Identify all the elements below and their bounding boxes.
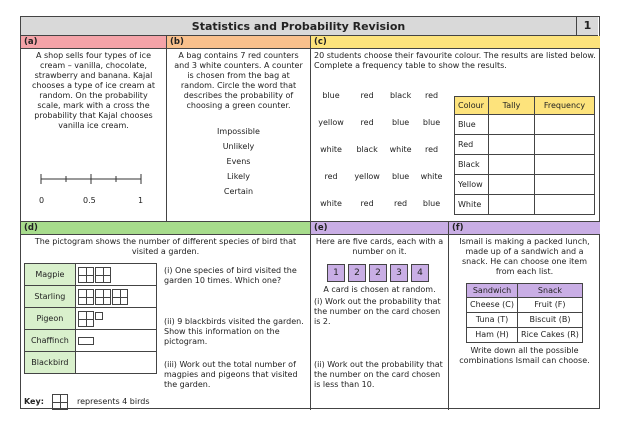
number-cards (311, 264, 448, 282)
frequency-cell[interactable] (535, 195, 595, 215)
bird-symbol-icon (78, 267, 94, 283)
result-cell: white (320, 144, 342, 154)
header-snack: Snack (518, 284, 583, 298)
worksheet (20, 16, 600, 409)
probability-scale[interactable] (35, 171, 157, 187)
header-tally: Tally (489, 97, 535, 115)
pictogram-row (75, 330, 156, 352)
lunch-menu (466, 283, 583, 343)
frequency-cell[interactable] (535, 135, 595, 155)
key-symbol-icon (52, 394, 68, 410)
frequency-cell[interactable] (535, 115, 595, 135)
page-title: Statistics and Probability Revision (191, 20, 406, 33)
panel-e-question-2: (ii) Work out the probability that the number on the card chosen is less than 10. (314, 360, 443, 389)
panel-a-text: A shop sells four types of ice cream – vanilla, chocolate, strawberry and banana. Kajal chooses a type of ice cream at random. On the probability scale, mark with a cross the probability that Kajal chooses vanilla ice cream. (32, 51, 155, 130)
colour-red: Red (455, 135, 489, 155)
scale-label-1: 1 (138, 196, 144, 205)
word-unlikely[interactable]: Unlikely (222, 142, 255, 151)
colour-white: White (455, 195, 489, 215)
panel-d-header: (d) (21, 222, 310, 235)
bird-blackbird: Blackbird (25, 352, 76, 374)
frequency-table (454, 96, 595, 215)
probability-words (167, 124, 310, 199)
bird-symbol-icon (112, 289, 128, 305)
panel-d-question-2: (ii) 9 blackbirds visited the garden. Show this information on the pictogram. (164, 317, 304, 346)
half-symbol-icon (78, 337, 94, 345)
result-cell: white (389, 144, 412, 154)
header-frequency: Frequency (535, 97, 595, 115)
result-cell: blue (422, 117, 441, 127)
word-likely[interactable]: Likely (227, 172, 250, 181)
panel-f-header: (f) (449, 222, 600, 235)
pictogram-row (75, 286, 156, 308)
card: 1 (327, 264, 345, 282)
result-cell: black (356, 144, 378, 154)
snack-item: Fruit (F) (518, 298, 583, 313)
result-cell: red (424, 144, 439, 154)
colour-results (313, 82, 447, 217)
panel-f (449, 222, 600, 410)
bird-symbol-icon (95, 267, 111, 283)
result-cell: blue (422, 198, 441, 208)
tally-cell[interactable] (489, 115, 535, 135)
result-cell: yellow (318, 117, 344, 127)
panel-d-question-3: (iii) Work out the total number of magpies and pigeons that visited the garden. (164, 360, 298, 389)
frequency-cell[interactable] (535, 175, 595, 195)
word-evens[interactable]: Evens (226, 157, 251, 166)
bird-magpie: Magpie (25, 264, 76, 286)
result-cell: blue (391, 171, 410, 181)
panel-e-question-1: (i) Work out the probability that the number on the card chosen is 2. (314, 297, 441, 326)
sandwich-item: Ham (H) (467, 328, 518, 343)
tally-cell[interactable] (489, 175, 535, 195)
result-cell: red (424, 90, 439, 100)
tally-cell[interactable] (489, 135, 535, 155)
card: 2 (348, 264, 366, 282)
colour-black: Black (455, 155, 489, 175)
card: 2 (369, 264, 387, 282)
snack-item: Biscuit (B) (518, 313, 583, 328)
panel-f-text: Ismail is making a packed lunch, made up of a sandwich and a snack. He can choose one item from each list. (459, 237, 590, 276)
panel-e (311, 222, 449, 410)
panel-b (167, 36, 311, 222)
page-number: 1 (576, 17, 598, 35)
result-cell: white (420, 171, 443, 181)
quarter-symbol-icon (95, 312, 103, 320)
key-text: represents 4 birds (77, 397, 150, 406)
pictogram-row (75, 264, 156, 286)
panel-c-text: 20 students choose their favourite colour. The results are listed below. Complete a frequency table to show the results. (314, 51, 596, 70)
result-cell: black (389, 90, 412, 100)
panel-f-question: Write down all the possible combinations Ismail can choose. (459, 346, 590, 365)
pictogram (24, 263, 157, 374)
panel-c (311, 36, 600, 222)
card: 3 (390, 264, 408, 282)
pictogram-key (24, 394, 149, 410)
panel-e-header: (e) (311, 222, 448, 235)
panel-d-question-1: (i) One species of bird visited the garden 10 times. Which one? (164, 266, 297, 285)
result-cell: yellow (354, 171, 380, 181)
header-sandwich: Sandwich (467, 284, 518, 298)
result-cell: red (360, 90, 374, 100)
header-colour: Colour (455, 97, 489, 115)
key-label: Key: (24, 397, 44, 406)
panel-e-text: Here are five cards, each with a number on it. (315, 237, 444, 256)
sandwich-item: Tuna (T) (467, 313, 518, 328)
panel-c-header: (c) (311, 36, 600, 49)
scale-label-0: 0 (39, 196, 45, 205)
bird-starling: Starling (25, 286, 76, 308)
bird-symbol-icon (78, 311, 94, 327)
bird-pigeon: Pigeon (25, 308, 76, 330)
bird-symbol-icon (95, 289, 111, 305)
card: 4 (411, 264, 429, 282)
word-certain[interactable]: Certain (223, 187, 254, 196)
tally-cell[interactable] (489, 195, 535, 215)
colour-yellow: Yellow (455, 175, 489, 195)
result-cell: blue (391, 117, 410, 127)
result-cell: blue (322, 90, 340, 100)
panel-b-text: A bag contains 7 red counters and 3 white counters. A counter is chosen from the bag at random. Circle the word that describes the probability of choosing a green counter. (174, 51, 303, 110)
pictogram-row (75, 308, 156, 330)
scale-label-half: 0.5 (83, 196, 96, 205)
result-cell: white (320, 198, 342, 208)
title-bar (21, 17, 598, 36)
panel-b-header: (b) (167, 36, 310, 49)
panel-d (21, 222, 311, 410)
panel-d-text: The pictogram shows the number of different species of bird that visited a garden. (34, 237, 297, 256)
result-cell: red (360, 198, 374, 208)
colour-blue: Blue (455, 115, 489, 135)
pictogram-row-empty[interactable] (75, 352, 156, 374)
result-cell: red (360, 117, 374, 127)
snack-item: Rice Cakes (R) (518, 328, 583, 343)
panel-e-chosen: A card is chosen at random. (323, 285, 436, 294)
word-impossible[interactable]: Impossible (217, 127, 260, 136)
tally-cell[interactable] (489, 155, 535, 175)
bird-symbol-icon (78, 289, 94, 305)
panel-a-header: (a) (21, 36, 166, 49)
result-cell: red (394, 198, 408, 208)
bird-chaffinch: Chaffinch (25, 330, 76, 352)
result-cell: red (324, 171, 338, 181)
frequency-cell[interactable] (535, 155, 595, 175)
sandwich-item: Cheese (C) (467, 298, 518, 313)
panel-a (21, 36, 167, 222)
